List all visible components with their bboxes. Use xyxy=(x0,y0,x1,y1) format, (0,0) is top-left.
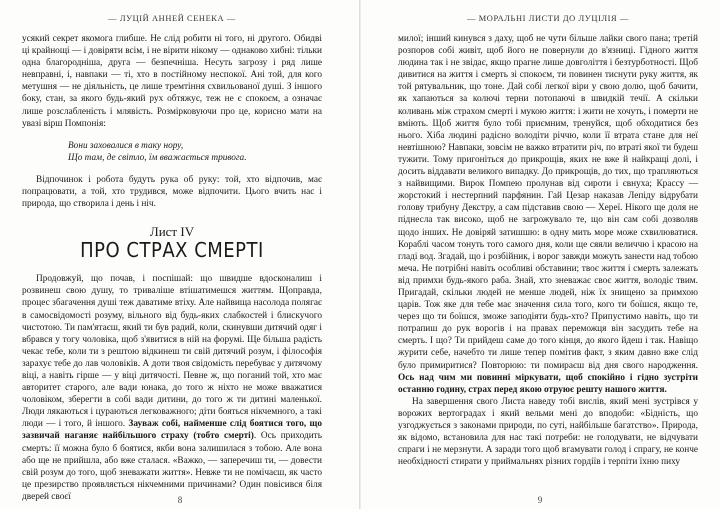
bold-text: Зауваж собі, найменше слід боятися того, що зазвичай наганяє найбільшого страху (тобто смерті) xyxy=(22,419,323,442)
paragraph: усякий секрет якомога глибше. Не слід робити ні того, ні другого. Обидві ці крайнощі — і довіряти всім, і не вірити нікому — однаково хибні: тільки одна благородніша, друга — безпечніша. Несуть загрозу і ряд лише невправні, і, навпаки — ті, хто в постійному неспокої. Ані той, для кого метушня — не діяльність, це лише тремтіння схвильованої душі. З іншого боку, стан, за якого будь-який рух обтяжує, теж не є спокоєм, а означає лише розслабленість і млявість. Розмірковуючи про це, корисно мати на увазі вірш Помпонія: xyxy=(22,34,322,129)
paragraph xyxy=(398,33,698,396)
paragraph: Відпочинок і робота будуть рука об руку: той, хто відпочив, має попрацювати, а той, хто трудився, може відпочити. Цього вчить нас і природа, що створила і день і ніч. xyxy=(22,174,322,210)
page-number: 8 xyxy=(177,495,183,505)
running-head-title: — МОРАЛЬНІ ЛИСТИ ДО ЛУЦІЛІЯ — xyxy=(467,14,629,23)
right-page xyxy=(360,0,720,509)
letter-number: Лист IV xyxy=(149,224,195,240)
poem-line: Що там, де світло, їм вважається тривога. xyxy=(68,152,247,163)
page-number: 9 xyxy=(537,495,543,505)
bold-text: Ось над чим ми повинні міркувати, щоб спокійно і гідно зустріти останню годину, страх перед якою отруює решту нашого життя. xyxy=(398,372,698,395)
text-run: милої; інший кинувся з даху, щоб не чути більше лайки свого пана; третій розпоров собі живіт, щоб його не повернули до в'язниці. Гідного життя людина так і не звідає, якщо прагне лише довголіття і безтурботності. Щоб дивитися на життя і смерть зі спокоєм, ти повинен тиснути руку життя, як той рятувальник, що тоне. Дай собі легкої віри у свою долю, щоб бачити, як хапаються за колючі терни потопаючі в швидкій течії. А скільки коливань між страхом смерті і мукою життя: і жити не хочуть, і померти не вміють. Щоб життя було тобі приємним, тренуйся, щоб обходитися без нього. Хіба людині радісно володіти річчю, коли її втрата стане для неї невтішною? Навпаки, зовсім не важко втратити річ, по втраті якої ти будеш тужити. Тому пригоніться до прикрощів, яких не вже й найкращі долі, і досить віддавати великого випадку. До прикрощів, до тих, що трапляються з найвищими. Вирок Помпею пролунав від сироти і євнуха; Крассу — жорстокий і нестерпний парфянин. Гай Цезар наказав Лепіду відрубати голову трибуну Декстру, а сам підставив свою — Хереї. Нікого ще доля не піднесла так високо, щоб не загрожувало те, що він сам собі дозволяв щодо інших. Не довіряй затишшю: в одну мить море може схвилюватися. Кораблі часом тонуть того самого дня, коли ще сяяли величчю і красою на гладі вод. Згадай, що і розбійник, і ворог завжди можуть занести над тобою меча. Не потрібні навіть особливі обставини; твоє життя і смерть залежать від примхи будь-якого раба. Знай, хто зневажає своє життя, володіє твим. Пригадай, скільки людей не менше людей, ніж їх знищено за примхою царів. Тож яке для тебе має значення сила того, кого ти боїшся, якщо те, через що ти боїшся, зможе заподіяти будь-хто? Припустимо навіть, що ти потрапиш до рук ворогів і на правах переможця він засудить тебе на смерть. І що? Ти прийдеш саме до того кінця, до якого йдеш і так. Навіщо журити себе, начебто ти лише тепер помітив факт, з яким давно вже слід було примиритися? Повторюю: ти помираєш від дня свого народження. xyxy=(398,34,698,371)
poem-line: Вони заховалися в таку нору, xyxy=(68,140,184,151)
book-gutter xyxy=(359,0,361,509)
text-run: . Ось приходить смерть: її можна було б боятися, якби вона залишилася з тобою. Але вона або ще не прийшла, або вже сталася. «Важко, — заперечиш ти, — довести свій розум до того, щоб зневажати життя». Невже ти не помічаєш, як часто це презирство проявляється нікчемними причинами? Один повісився біля дверей своєї xyxy=(22,431,322,502)
poem-quote xyxy=(68,140,322,164)
letter-title: ПРО СТРАХ СМЕРТІ xyxy=(80,238,264,263)
text-run: Продовжуй, що почав, і поспішай: що швидше вдосконалиш і розвинеш свою душу, то триваліше втішатимешся життям. Щоправда, процес збагачення душі теж даватиме втіху. Але найвища насолода полягає в самосвідомості розуму, вільного від будь-яких слабкостей і блискучого чистотою. Ти пам'ятаєш, який ти був радий, коли, скинувши дитячий одяг і вбрався у тогу чоловіка, щоб з'явитися в ній на форумі. Ще більша радість чекає тебе, коли ти з рештою відкинеш ти свій дитячий розум, і філософія зарахує тебе до лав чоловіків. А доти твоя свідомість перебуває у дитячому віці, а навіть гірше — у віці дитячості. Певне ж, що поганий той, хто має авторитет старого, але вади юнака, до того ж ніхто не може вважатися чоловіком, зберегти в собі вади дитини, до того ж ти дитині маленької. Люди лякаються і цураються легковажного; діти бояться нікчемного, а такі люди — і того, й іншого. xyxy=(22,274,322,430)
running-head-author: — ЛУЦІЙ АННЕЙ СЕНЕКА — xyxy=(108,14,236,23)
paragraph: На завершення свого Листа наведу тобі вислів, який мені зустрівся у ворожих вертоградах і який вельми мені до вподоби: «Бідність, що узгоджується з законами природи, по суті, найбільше багатство». Природа, як відомо, встановила для нас такі потреби: не голодувати, не відчувати спраги і не мерзнути. А заради того щоб вгамувати голод і спрагу, не конче необхідності стирати у приймальнях різних гордіїв і терпіти їхню пиху xyxy=(398,396,698,468)
paragraph xyxy=(22,273,322,503)
